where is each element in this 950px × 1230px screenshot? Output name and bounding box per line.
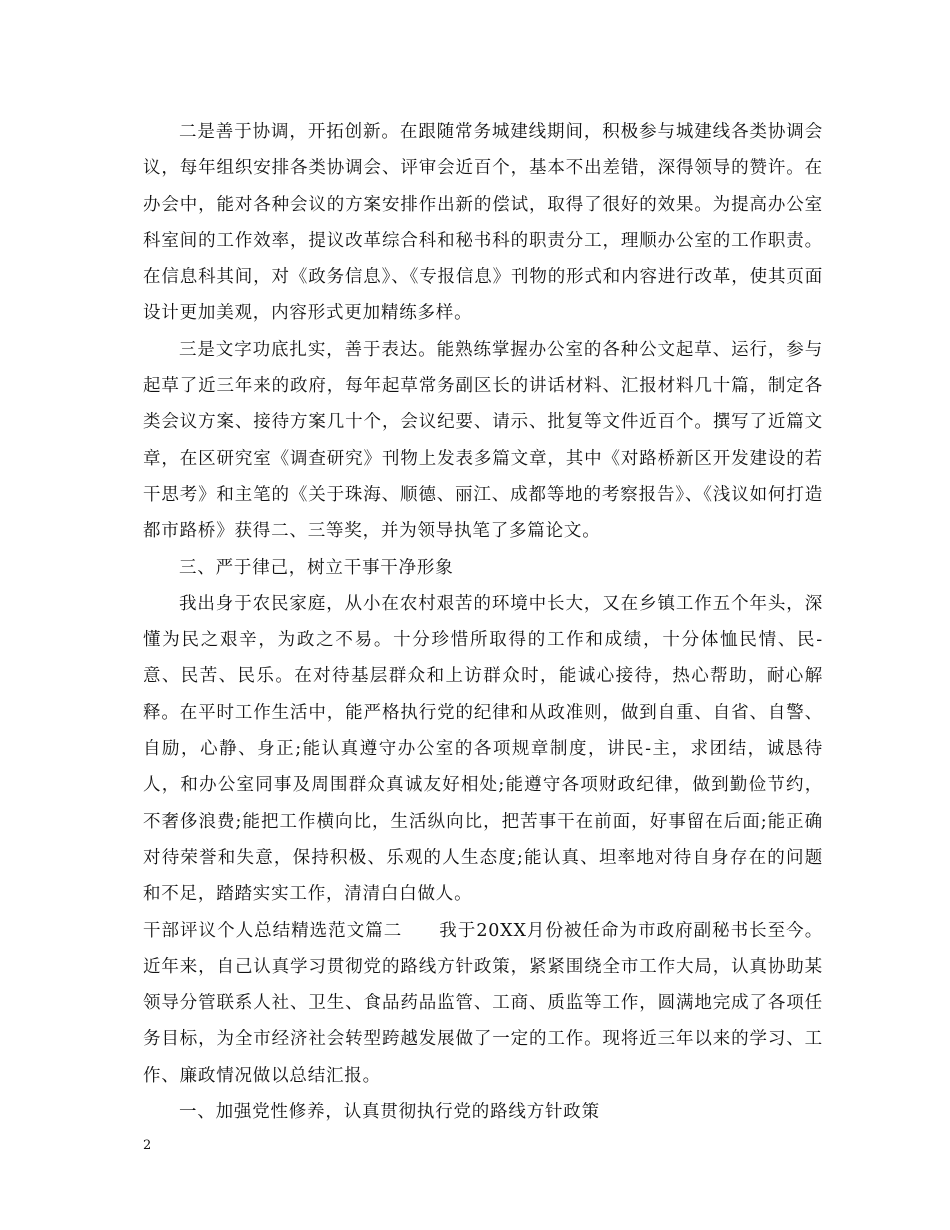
section-heading-party-spirit: 一、加强党性修养，认真贯彻执行党的路线方针政策 xyxy=(179,1102,600,1123)
section-heading-self-discipline: 三、严于律己，树立干事干净形象 xyxy=(179,557,454,578)
paragraph-writing-skills: 三是文字功底扎实，善于表达。能熟练掌握办公室的各种公文起草、运行，参与起草了近三年来的政府，每年起草常务副区长的讲话材料、汇报材料几十篇，制定各类会议方案、接待方案几十个，会议纪要、请示、批复等文件近百个。撰写了近篇文章，在区研究室《调查研究》刊物上发表多篇文章，其中《对路桥新区开发建设的若干思考》和主笔的《关于珠海、顺德、丽江、成都等地的考察报告》、《浅议如何打造都市路桥》获得二、三等奖，并为领导执笔了多篇论文。 xyxy=(143,339,823,542)
paragraph-article-two-intro: 干部评议个人总结精选范文篇二 我于20XX月份被任命为市政府副秘书长至今。近年来，自己认真学习贯彻党的路线方针政策，紧紧围绕全市工作大局，认真协助某领导分管联系人社、卫生、食品药品监管、工商、质监等工作，圆满地完成了各项任务目标，为全市经济社会转型跨越发展做了一定的工作。现将近三年以来的学习、工作、廉政情况做以总结汇报。 xyxy=(143,920,823,1086)
paragraph-coordination: 二是善于协调，开拓创新。在跟随常务城建线期间，积极参与城建线各类协调会议，每年组织安排各类协调会、评审会近百个，基本不出差错，深得领导的赞许。在办会中，能对各种会议的方案安排作出新的偿试，取得了很好的效果。为提高办公室科室间的工作效率，提议改革综合科和秘书科的职责分工，理顺办公室的工作职责。在信息科其间，对《政务信息》、《专报信息》刊物的形式和内容进行改革，使其页面设计更加美观，内容形式更加精练多样。 xyxy=(143,122,823,324)
page-number: 2 xyxy=(143,1138,152,1153)
paragraph-background: 我出身于农民家庭，从小在农村艰苦的环境中长大，又在乡镇工作五个年头，深懂为民之艰辛，为政之不易。十分珍惜所取得的工作和成绩，十分体恤民情、民-意、民苦、民乐。在对待基层群众和上访群众时，能诚心接待，热心帮助，耐心解释。在平时工作生活中，能严格执行党的纪律和从政准则，做到自重、自省、自警、自励，心静、身正;能认真遵守办公室的各项规章制度，讲民-主，求团结，诚恳待人，和办公室同事及周围群众真诚友好相处;能遵守各项财政纪律，做到勤俭节约，不奢侈浪费;能把工作横向比，生活纵向比，把苦事干在前面，好事留在后面;能正确对待荣誉和失意，保持积极、乐观的人生态度;能认真、坦率地对待自身存在的问题和不足，踏踏实实工作，清清白白做人。 xyxy=(143,593,823,905)
document-body xyxy=(143,114,823,1130)
